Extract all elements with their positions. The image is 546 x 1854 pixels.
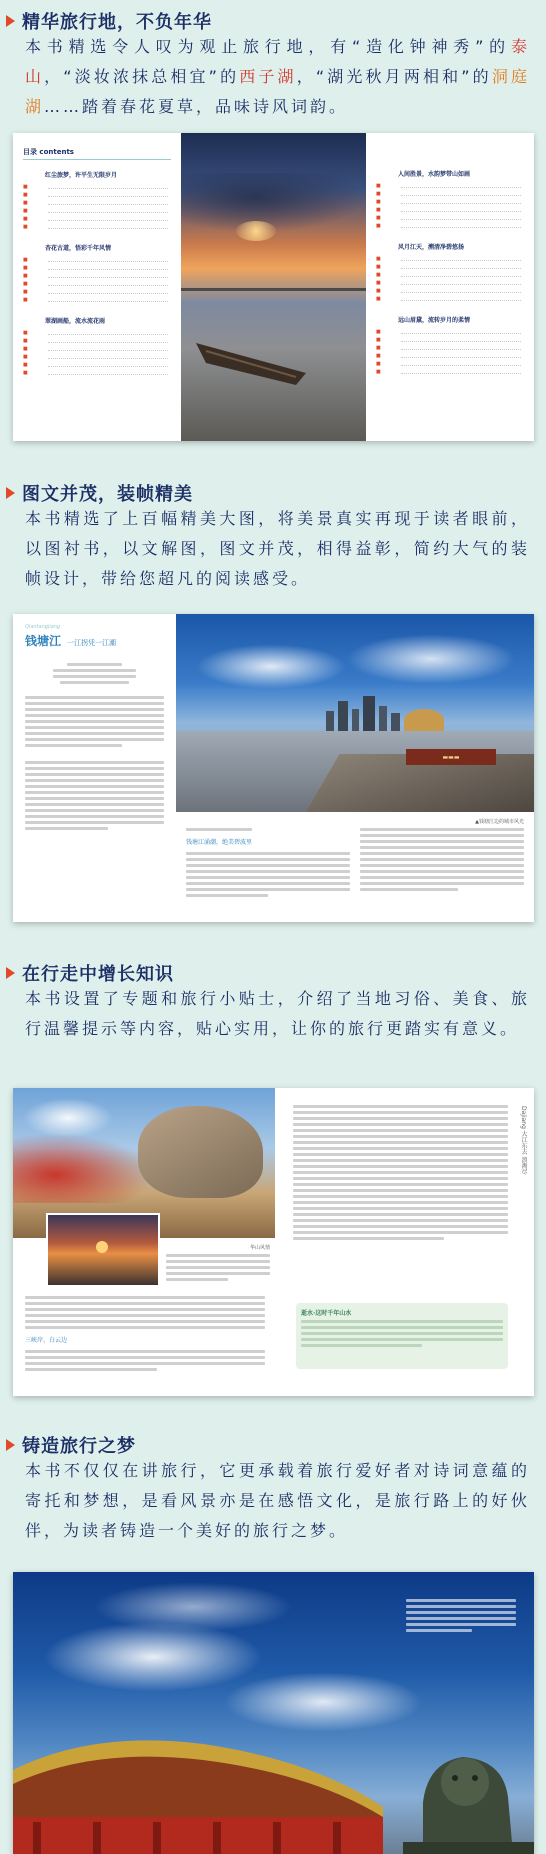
section-2-header bbox=[6, 480, 193, 506]
triangle-bullet-icon bbox=[6, 487, 15, 499]
ship-banner: ▬▬▬ bbox=[406, 749, 496, 765]
section-2-paragraph: 本书精选了上百幅精美大图，将美景真实再现于读者眼前，以图衬书，以文解图，图文并茂，相得益彰，简约大气的装帧设计，带给您超凡的阅读感受。 bbox=[25, 509, 530, 588]
engraved-rock bbox=[138, 1106, 263, 1198]
bronze-lion-icon bbox=[393, 1742, 534, 1854]
city-skyline bbox=[326, 696, 526, 731]
palace-text-overlay bbox=[406, 1596, 516, 1635]
travel-tip-box bbox=[296, 1303, 508, 1369]
qiantang-right-text bbox=[176, 812, 534, 922]
boat-icon bbox=[191, 333, 311, 393]
toc-chapter-6: 远山眉黛，流转岁月的柔情 bbox=[398, 317, 471, 324]
toc-chapter-3: 翠湖画船，流水流花雨 bbox=[45, 318, 106, 325]
palace-roof-icon bbox=[13, 1722, 393, 1854]
mountain-subheading: 三峡岸、白云边 bbox=[25, 1337, 68, 1344]
tip-box-title: 逝水·这时千年山水 bbox=[301, 1310, 352, 1317]
mountain-right-text bbox=[293, 1102, 508, 1243]
triangle-bullet-icon bbox=[6, 15, 15, 27]
section-1-header bbox=[6, 8, 212, 34]
section-1-paragraph bbox=[25, 32, 530, 122]
triangle-bullet-icon bbox=[6, 1439, 15, 1451]
toc-right-page: 人间胜景，水韵梦带山如画 ■ ■ ■ ■ ■ ■ 风月江天，溯清净碧悠扬 ■ ■ ■ ■ ■ ■ 远山眉黛，流转岁月的柔情 ■ ■ ■ ■ ■ ■ bbox=[366, 133, 534, 441]
toc-chapter-1: 红尘旅梦，许平生无限岁月 bbox=[45, 172, 118, 179]
mountain-caption-block bbox=[163, 1241, 273, 1287]
mountain-vertical-text: Dajiang 大江东去 浪淘尽 bbox=[520, 1106, 527, 1175]
toc-left-page: 目录 contents 红尘旅梦，许平生无限岁月 ■ ■ ■ ■ ■ ■ 杏花古道，悟彩千年风情 ■ ■ ■ ■ ■ ■ 翠湖画船，流水流花雨 ■ ■ ■ ■ ■ ■ bbox=[13, 133, 181, 441]
highlight-dongtinghu: 洞庭湖 bbox=[25, 67, 530, 116]
section-1-text-b: ，“淡妆浓抹总相宜”的 bbox=[44, 67, 240, 86]
qiantang-left-page bbox=[13, 614, 176, 922]
sunset-boat-photo bbox=[181, 133, 366, 441]
section-1-title: 精华旅行地，不负年华 bbox=[22, 12, 212, 33]
qiantang-title: 钱塘江 bbox=[25, 634, 62, 648]
toc-chapter-5: 风月江天，溯清净碧悠扬 bbox=[398, 244, 465, 251]
palace-photo bbox=[13, 1572, 534, 1854]
section-4-title: 铸造旅行之梦 bbox=[22, 1436, 136, 1457]
section-1-text-a: 本书精选令人叹为观止旅行地，有“造化钟神秀”的 bbox=[25, 37, 511, 56]
section-1-text-c: ，“湖光秋月两相和”的 bbox=[296, 67, 492, 86]
section-3-header bbox=[6, 960, 174, 986]
section-3-title: 在行走中增长知识 bbox=[22, 964, 174, 985]
book-spread-contents bbox=[13, 133, 534, 441]
section-4-header bbox=[6, 1432, 136, 1458]
highlight-xizihu: 西子湖 bbox=[239, 67, 297, 86]
triangle-bullet-icon bbox=[6, 967, 15, 979]
highlight-taishan: 泰山 bbox=[25, 37, 530, 86]
toc-chapter-4: 人间胜景，水韵梦带山如画 bbox=[398, 171, 471, 178]
section-4-paragraph: 本书不仅仅在讲旅行，它更承载着旅行爱好者对诗词意蕴的寄托和梦想，是看风景亦是在感悟文化，是旅行路上的好伙伴，为读者铸造一个美好的旅行之梦。 bbox=[25, 1461, 530, 1540]
qiantang-caption: ▲钱塘江边的城市风光 bbox=[475, 819, 524, 825]
book-spread-mountain bbox=[13, 1088, 534, 1396]
qiantang-subheading: 钱塘江涌潮，绝美碧波里 bbox=[186, 839, 253, 846]
mountain-caption: 华山风情 bbox=[249, 1245, 270, 1251]
qiantang-pinyin: Qiantangjiang bbox=[25, 624, 61, 630]
toc-header: 目录 contents bbox=[23, 147, 171, 160]
book-spread-qiantang bbox=[13, 614, 534, 922]
section-3-paragraph: 本书设置了专题和旅行小贴士，介绍了当地习俗、美食、旅行温馨提示等内容，贴心实用，让你的旅行更踏实有意义。 bbox=[25, 989, 530, 1038]
qiantang-subtitle: 一江拐凭一江潮 bbox=[67, 639, 117, 647]
section-2-title: 图文并茂，装帧精美 bbox=[22, 484, 193, 505]
qiantang-photo bbox=[176, 614, 534, 812]
section-1-text-d: ……踏着春花夏草，品味诗风词韵。 bbox=[44, 97, 349, 116]
mountain-left-text bbox=[25, 1293, 265, 1374]
sunrise-inset-photo bbox=[46, 1213, 160, 1287]
toc-chapter-2: 杏花古道，悟彩千年风情 bbox=[45, 245, 112, 252]
